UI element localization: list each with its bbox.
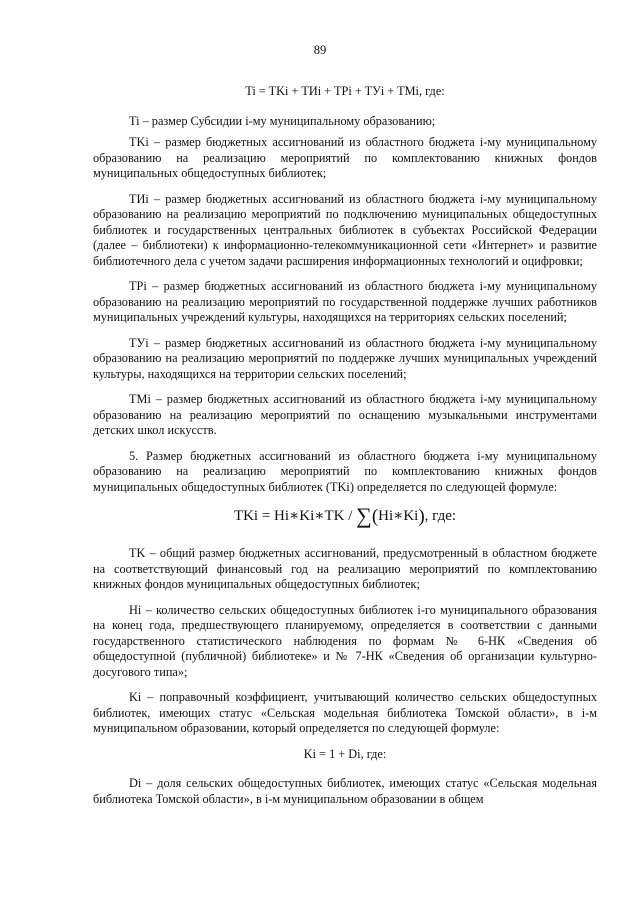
paragraph-tpi-definition: TPi – размер бюджетных ассигнований из областного бюджета i-му муниципальному образованию на реализацию мероприятий по государственной поддержке лучших работников муниципальных учреждений культуры, находящихся на территориях сельских поселений;: [93, 279, 597, 324]
paragraph-tui-definition: TУi – размер бюджетных ассигнований из областного бюджета i-му муниципальному образованию на реализацию мероприятий по поддержке лучших муниципальных учреждений культуры, находящихся на территории сельских поселений;: [93, 335, 597, 381]
paragraph-hi-definition: Hi – количество сельских общедоступных библиотек i-го муниципального образования на конец года, предшествующего планируемому, определяется в соответствии с данными государственного статистического наблюдения по формам № 6-НК «Сведения об общедоступной (публичной) библиотеке» и № 7-НК «Сведения об организации культурно-досугового типа»;: [93, 602, 597, 679]
formula-tki: [93, 505, 597, 528]
paragraph-section-5: 5. Размер бюджетных ассигнований из областного бюджета i-му муниципальному образованию на реализацию мероприятий по комплектованию книжных фондов муниципальных общедоступных библиотек (TKi) определяется по следующей формуле:: [93, 448, 597, 494]
open-paren: (: [371, 506, 379, 527]
sum-symbol: ∑: [356, 503, 372, 528]
formula-tki-inner: Hi∗Ki: [378, 508, 419, 524]
paragraph-tki-definition: TKi – размер бюджетных ассигнований из областного бюджета i-му муниципальному образованию на реализацию мероприятий по комплектованию книжных фондов муниципальных общедоступных библиотек;: [93, 135, 597, 180]
paragraph-tii-definition: TИi – размер бюджетных ассигнований из областного бюджета i-му муниципальному образованию на реализацию мероприятий по подключению муниципальных общедоступных библиотек и государственных центральных библиотек в субъектах Российской Федерации (далее – библиотеки) к информационно-телекоммуникационной сети «Интернет» и развитие библиотечного дела с учетом задачи расширения информационных технологий и оцифровки;: [93, 191, 597, 268]
paragraph-di-definition: Di – доля сельских общедоступных библиотек, имеющих статус «Сельская модельная библиотека Томской области», в i-м муниципальном образовании в общем: [93, 776, 597, 806]
close-paren: ): [418, 506, 425, 527]
paragraph-ki-definition: Ki – поправочный коэффициент, учитывающий количество сельских общедоступных библиотек, имеющих статус «Сельская модельная библиотека Томской области», в i-м муниципальном образовании, который определяется по следующей формуле:: [93, 690, 597, 735]
paragraph-tk-definition: TK – общий размер бюджетных ассигнований, предусмотренный в областном бюджете на соответствующий финансовый год на реализацию мероприятий по комплектованию книжных фондов муниципальных общедоступных библиотек;: [93, 546, 597, 591]
paragraph-ti-definition: Ti – размер Субсидии i-му муниципальному образованию;: [129, 113, 436, 128]
formula-tki-left: TKi = Hi∗Ki∗TK /: [233, 508, 357, 524]
formula-ti: Ti = TKi + TИi + TPi + TУi + TMi, где:: [245, 84, 445, 98]
paragraph-tmi-definition: TMi – размер бюджетных ассигнований из областного бюджета i-му муниципальному образованию на реализацию мероприятий по оснащению музыкальными инструментами детских школ искусств.: [93, 392, 597, 437]
formula-ki: Ki = 1 + Di, где:: [303, 746, 387, 761]
page-number: 89: [313, 43, 327, 57]
formula-tki-tail: , где:: [424, 508, 457, 524]
document-body: [93, 84, 597, 817]
